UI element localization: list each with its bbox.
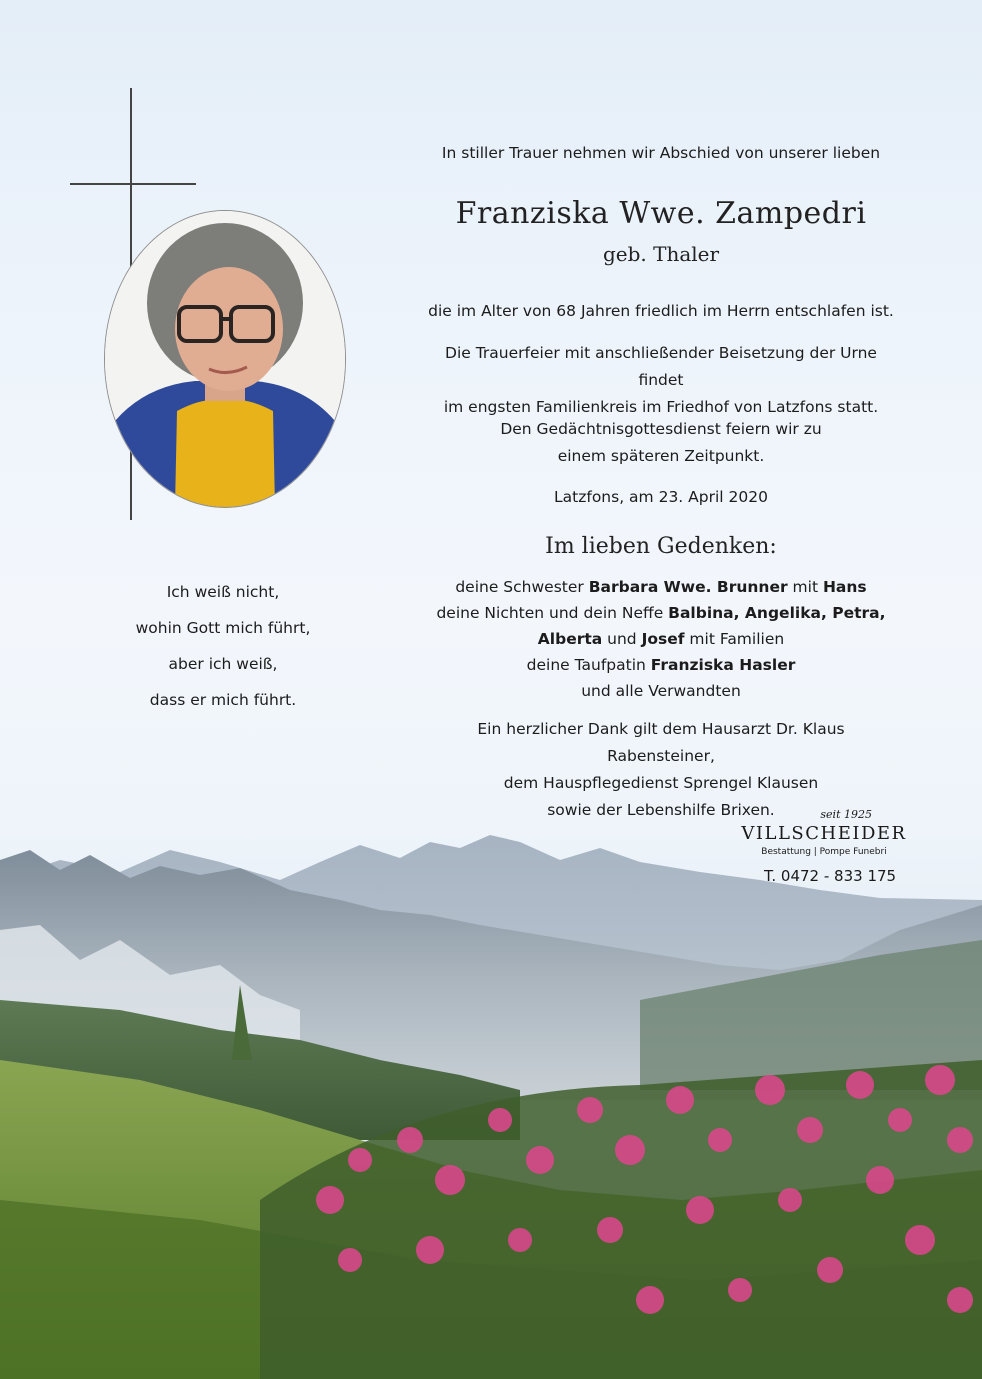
mass-line: einem späteren Zeitpunkt.: [557, 447, 765, 465]
quote-line: Ich weiß nicht,: [166, 583, 280, 601]
age-line: die im Alter von 68 Jahren friedlich im Herrn entschlafen ist.: [428, 302, 894, 320]
family-list: [425, 574, 897, 704]
funeral-info: [425, 340, 897, 421]
funeral-home-name: VILLSCHEIDER: [741, 823, 907, 844]
funeral-line: im engsten Familienkreis im Friedhof von Latzfons statt.: [443, 398, 879, 416]
remembrance-heading: Im lieben Gedenken:: [545, 534, 777, 559]
cross-horizontal-line: [70, 183, 196, 185]
place-date: Latzfons, am 23. April 2020: [554, 488, 768, 506]
family-line: deine Schwester Barbara Wwe. Brunner mit Hans: [455, 578, 867, 596]
family-line: und alle Verwandten: [581, 682, 741, 700]
quote-line: wohin Gott mich führt,: [135, 619, 311, 637]
thanks-line: dem Hauspflegedienst Sprengel Klausen: [503, 774, 819, 792]
deceased-name: Franziska Wwe. Zampedri: [455, 196, 867, 231]
quote-verse: [110, 574, 336, 718]
quote-line: dass er mich führt.: [149, 691, 297, 709]
funeral-home-phone: T. 0472 - 833 175: [764, 867, 897, 885]
memorial-mass-info: [425, 416, 897, 470]
quote-line: aber ich weiß,: [168, 655, 278, 673]
funeral-home-logo: [736, 808, 912, 885]
mass-line: Den Gedächtnisgottesdienst feiern wir zu: [500, 420, 822, 438]
portrait-photo: [104, 210, 346, 508]
thanks-line: Ein herzlicher Dank gilt dem Hausarzt Dr. Klaus Rabensteiner,: [477, 720, 845, 765]
thanks-line: sowie der Lebenshilfe Brixen.: [547, 801, 775, 819]
funeral-home-subtitle: Bestattung | Pompe Funebri: [761, 847, 887, 857]
family-line: deine Taufpatin Franziska Hasler: [526, 656, 796, 674]
family-line: deine Nichten und dein Neffe Balbina, Angelika, Petra,: [436, 604, 886, 622]
family-line: Alberta und Josef mit Familien: [537, 630, 785, 648]
funeral-line: Die Trauerfeier mit anschließender Beisetzung der Urne findet: [445, 344, 877, 389]
funeral-home-since: seit 1925: [820, 808, 872, 821]
maiden-name: geb. Thaler: [602, 242, 720, 266]
intro-line: In stiller Trauer nehmen wir Abschied von unserer lieben: [441, 144, 881, 162]
